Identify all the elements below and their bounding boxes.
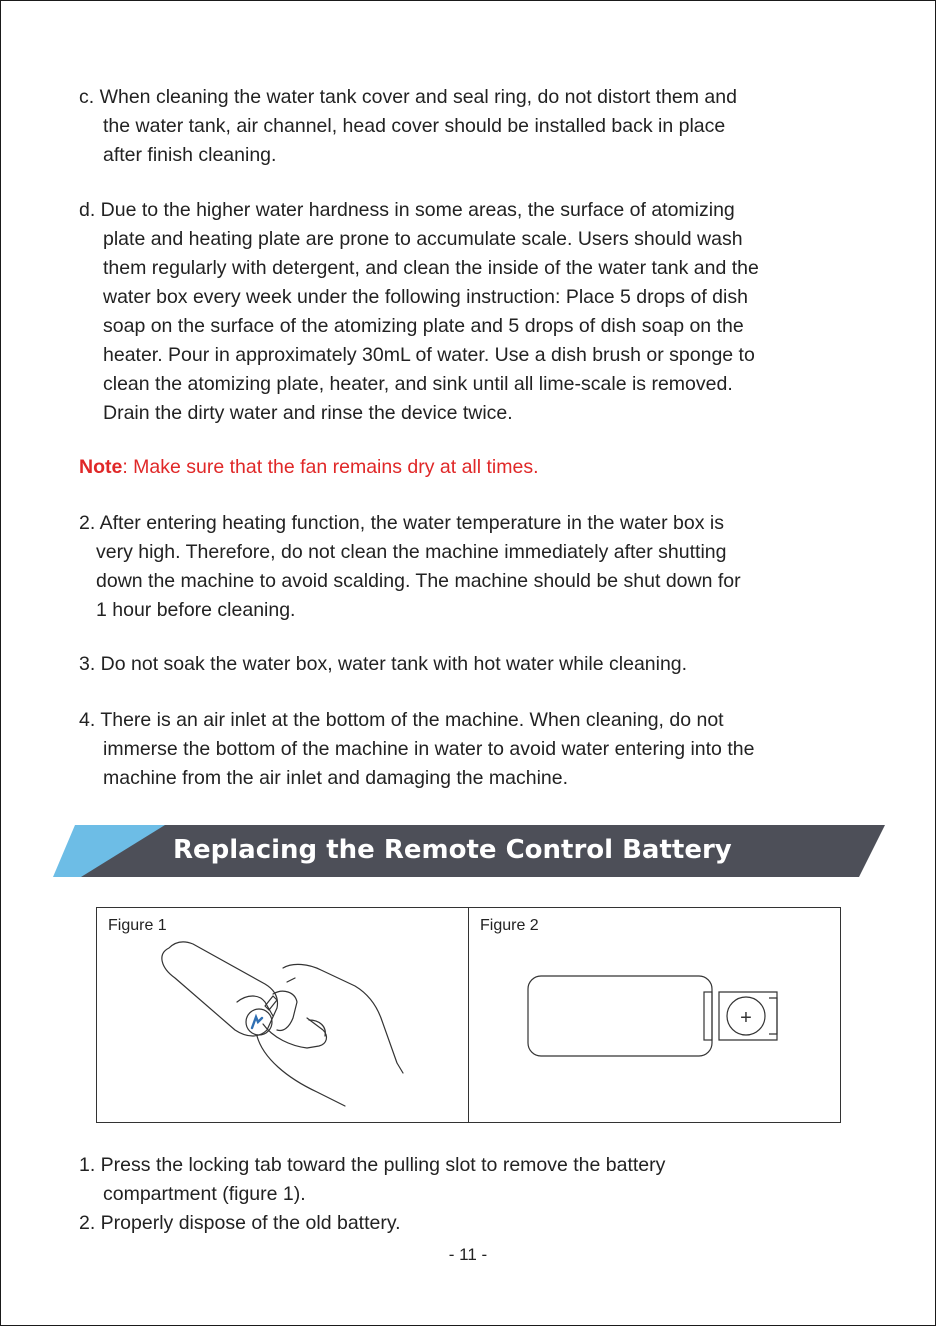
figure-table (96, 907, 841, 1123)
text-line: Drain the dirty water and rinse the device twice. (103, 402, 513, 424)
hand-remote-illustration (97, 908, 468, 1122)
note-warning (79, 453, 869, 482)
text-line: after finish cleaning. (103, 144, 277, 166)
text-line: clean the atomizing plate, heater, and sink until all lime-scale is removed. (103, 373, 733, 395)
plus-sign: + (740, 1007, 752, 1029)
battery-steps (79, 1151, 869, 1238)
hand-knuckle (309, 1020, 325, 1036)
text-line: soap on the surface of the atomizing plate and 5 drops of dish soap on the (103, 315, 744, 337)
battery-compartment-illustration (469, 908, 840, 1122)
text-line: them regularly with detergent, and clean the inside of the water tank and the (103, 257, 759, 279)
text-line: 3. Do not soak the water box, water tank with hot water while cleaning. (79, 653, 688, 675)
page-number: - 11 - (448, 1245, 488, 1264)
locking-tab (265, 996, 277, 1010)
text-line: compartment (figure 1). (103, 1183, 306, 1205)
remote-outline (162, 942, 278, 1036)
cleaning-instruction-c (79, 83, 869, 170)
text-line: down the machine to avoid scalding. The machine should be shut down for (96, 570, 741, 592)
tray-right-clip (769, 998, 777, 1034)
text-line: water box every week under the following instruction: Place 5 drops of dish (103, 286, 748, 308)
instruction-item-2 (79, 509, 869, 625)
text-line: machine from the air inlet and damaging the machine. (103, 767, 569, 789)
section-title: Replacing the Remote Control Battery (173, 835, 732, 865)
text-line: immerse the bottom of the machine in water to avoid water entering into the (103, 738, 755, 760)
section-banner (53, 825, 885, 877)
text-line: d. Due to the higher water hardness in some areas, the surface of atomizing (79, 199, 735, 221)
direction-arrow (252, 1017, 262, 1028)
text-line: 1 hour before cleaning. (96, 599, 296, 621)
cleaning-instruction-d (79, 196, 869, 428)
figure-1-label: Figure 1 (108, 917, 167, 934)
text-line: very high. Therefore, do not clean the machine immediately after shutting (96, 541, 727, 563)
text-line: 1. Press the locking tab toward the pulling slot to remove the battery (79, 1154, 666, 1176)
text-line: heater. Pour in approximately 30mL of water. Use a dish brush or sponge to (103, 344, 755, 366)
finger-nail (287, 978, 295, 982)
text-line: plate and heating plate are prone to accumulate scale. Users should wash (103, 228, 743, 250)
note-label: Note (79, 456, 123, 478)
figure-2-cell (469, 908, 840, 1122)
text-line: 2. Properly dispose of the old battery. (79, 1212, 401, 1234)
instruction-item-4 (79, 706, 869, 793)
text-line: 4. There is an air inlet at the bottom of the machine. When cleaning, do not (79, 709, 724, 731)
note-text: : Make sure that the fan remains dry at all times. (122, 456, 539, 478)
figure-1-cell (97, 908, 469, 1122)
instruction-item-3 (79, 650, 869, 679)
text-line: c. When cleaning the water tank cover and seal ring, do not distort them and (79, 86, 737, 108)
text-line: 2. After entering heating function, the water temperature in the water box is (79, 512, 724, 534)
text-line: the water tank, air channel, head cover should be installed back in place (103, 115, 726, 137)
remote-body (528, 976, 712, 1056)
note-line (79, 453, 869, 482)
compartment-edge (704, 992, 712, 1040)
figure-2-label: Figure 2 (480, 917, 539, 934)
hand-index-finger (283, 964, 403, 1073)
